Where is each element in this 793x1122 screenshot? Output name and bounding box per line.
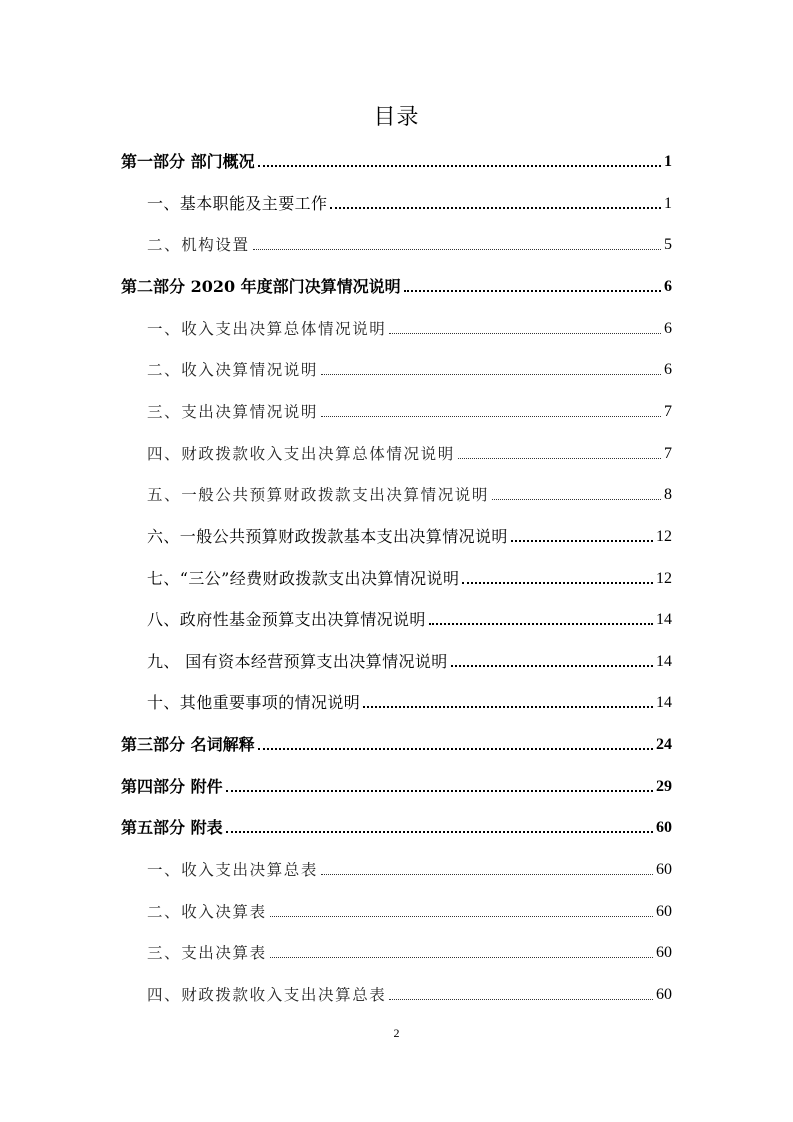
toc-entry-page: 29 [656,778,672,795]
toc-entry[interactable] [121,773,672,797]
toc-entry-page: 60 [656,986,672,1003]
toc-title: 目录 [373,105,420,130]
toc-entry-page: 60 [656,944,672,961]
toc-entry-label: 三、支出决算情况说明 [147,403,319,421]
dot-leader [253,249,661,250]
toc-entry[interactable] [147,606,672,630]
dot-leader [330,207,661,209]
toc-entry[interactable] [121,731,672,755]
toc-entry-page: 14 [656,653,672,670]
toc-entry-page: 7 [664,403,672,420]
toc-entry-label: 一、收入支出决算总体情况说明 [147,320,387,338]
toc-entry[interactable] [147,398,672,422]
toc-entry-page: 6 [664,320,672,337]
dot-leader [270,916,653,917]
toc-entry[interactable] [147,565,672,589]
toc-entry-label: 二、收入决算情况说明 [147,361,319,379]
toc-entry-page: 60 [656,903,672,920]
toc-entry[interactable] [147,648,672,672]
toc-entry[interactable] [147,981,672,1005]
toc-entry[interactable] [147,856,672,880]
dot-leader [363,706,653,708]
dot-leader [258,165,661,167]
toc-entry[interactable] [147,440,672,464]
toc-entry-label: 四、财政拨款收入支出决算总表 [147,986,387,1004]
toc-entry-label: 六、一般公共预算财政拨款基本支出决算情况说明 [147,527,508,546]
toc-entry-page: 5 [664,236,672,253]
toc-entry[interactable] [147,523,672,547]
toc-entry-label: 九、 国有资本经营预算支出决算情况说明 [147,652,448,671]
toc-entry-page: 12 [656,528,672,545]
toc-entry-page: 7 [664,445,672,462]
toc-entry-page: 60 [656,861,672,878]
toc-entry[interactable] [147,689,672,713]
toc-entry-label: 一、基本职能及主要工作 [147,194,328,213]
toc-entry[interactable] [147,190,672,214]
toc-entry-label: 三、支出决算表 [147,944,267,962]
dot-leader [511,540,653,542]
dot-leader [226,831,653,833]
dot-leader [404,290,661,292]
toc-entry-label: 第三部分 名词解释 [121,735,255,754]
dot-leader [429,623,653,625]
dot-leader [321,874,653,875]
toc-entry-label: 二、收入决算表 [147,903,267,921]
dot-leader [492,499,661,500]
toc-entry-label: 第五部分 附表 [121,818,223,837]
toc-entry[interactable] [147,315,672,339]
toc-entry-label: 十、其他重要事项的情况说明 [147,693,361,712]
toc-entry-page: 1 [664,153,672,170]
toc-entry[interactable] [121,814,672,838]
page-number: 2 [393,1026,400,1040]
toc-entry[interactable] [121,273,672,297]
toc-entry-page: 6 [664,361,672,378]
toc-entry-page: 6 [664,278,672,295]
toc-entry-label: 八、政府性基金预算支出决算情况说明 [147,610,426,629]
toc-entry-page: 14 [656,611,672,628]
toc-entry-label: 七、“三公”经费财政拨款支出决算情况说明 [147,569,460,588]
toc-entry-page: 8 [664,486,672,503]
toc-entry-page: 1 [664,195,672,212]
toc-entry-page: 12 [656,570,672,587]
dot-leader [270,957,653,958]
toc-entry-page: 14 [656,694,672,711]
toc-entry-page: 24 [656,736,672,753]
toc-entry-page: 60 [656,819,672,836]
dot-leader [451,665,653,667]
toc-entry-label: 五、一般公共预算财政拨款支出决算情况说明 [147,486,490,504]
toc-entry[interactable] [147,231,672,255]
toc-entry[interactable] [147,939,672,963]
dot-leader [458,458,661,459]
dot-leader [321,374,661,375]
toc-entry-label: 第一部分 部门概况 [121,152,255,171]
dot-leader [226,790,653,792]
toc-entry-label: 二、机构设置 [147,236,250,254]
toc-entry[interactable] [147,481,672,505]
toc-entry-label: 四、财政拨款收入支出决算总体情况说明 [147,445,455,463]
dot-leader [389,333,661,334]
toc-entry[interactable] [147,898,672,922]
dot-leader [321,416,661,417]
toc-entry-label: 一、收入支出决算总表 [147,861,319,879]
dot-leader [258,748,653,750]
toc-entry-label: 第四部分 附件 [121,777,223,796]
toc-entry[interactable] [147,356,672,380]
toc-entry[interactable] [121,148,672,172]
dot-leader [389,999,653,1000]
dot-leader [462,582,653,584]
toc-entry-label: 第二部分 2020 年度部门决算情况说明 [121,277,401,296]
